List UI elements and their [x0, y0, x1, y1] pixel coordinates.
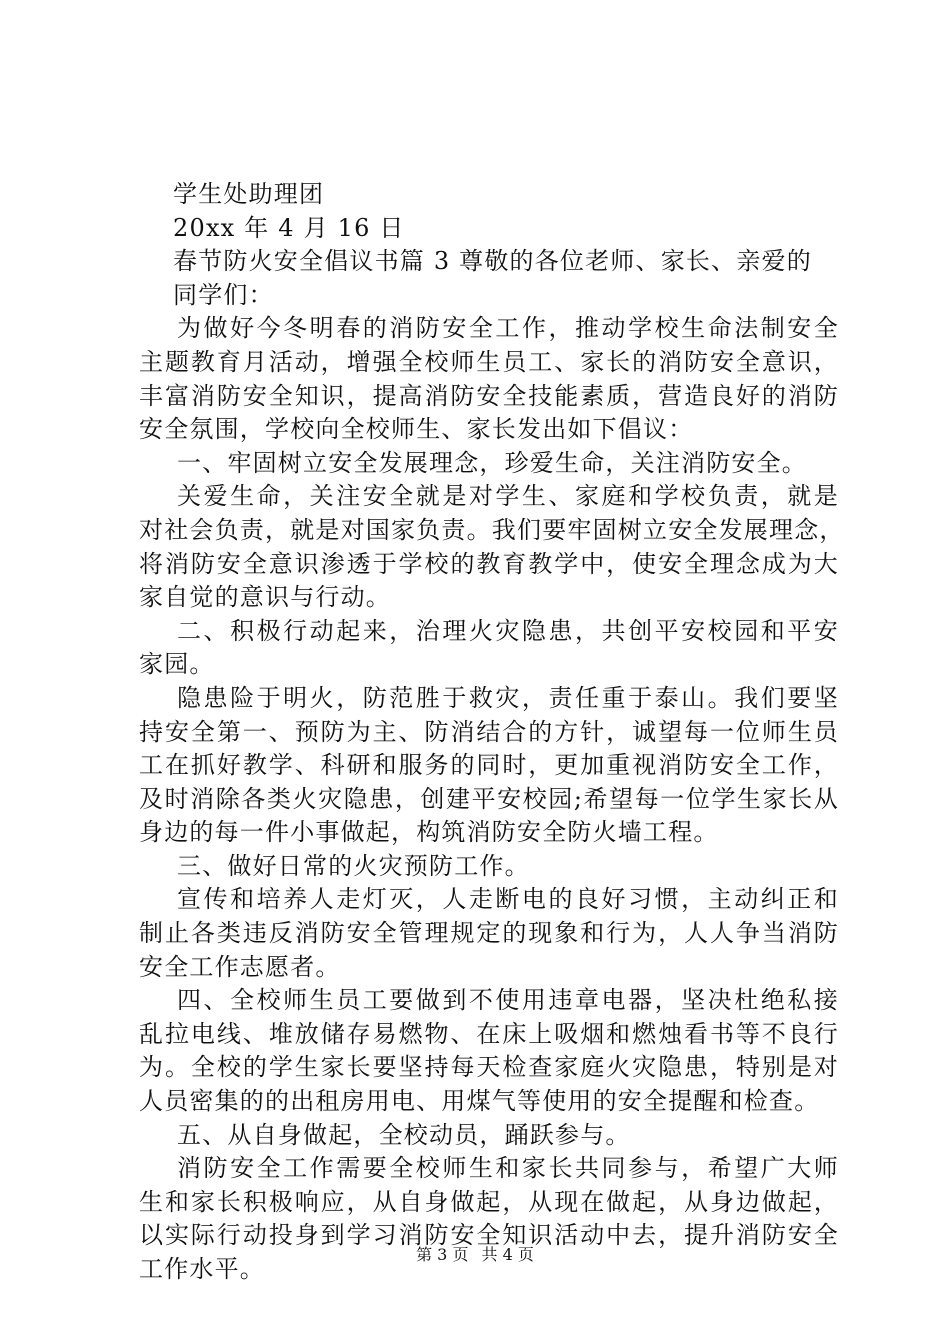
paragraph-line: 工作水平。 [139, 1255, 265, 1283]
paragraph-line: 身边的每一件小事做起，构筑消防安全防火墙工程。 [139, 818, 719, 847]
section-heading: 五、从自身做起，全校动员，踊跃参与。 [177, 1120, 631, 1149]
paragraph-line: 关爱生命，关注安全就是对学生、家庭和学校负责，就是 [177, 482, 839, 511]
section-heading: 家园。 [139, 650, 215, 679]
page-number: 第 3 页 [416, 1245, 469, 1264]
paragraph-line: 工在抓好教学、科研和服务的同时，更加重视消防安全工作， [139, 751, 839, 780]
paragraph-line: 及时消除各类火灾隐患，创建平安校园;希望每一位学生家长从 [139, 784, 839, 813]
salutation: 同学们： [173, 280, 274, 309]
paragraph-line: 消防安全工作需要全校师生和家长共同参与，希望广大师 [177, 1154, 839, 1183]
paragraph-line: 主题教育月活动，增强全校师生员工、家长的消防安全意识， [139, 347, 839, 376]
paragraph-line: 持安全第一、预防为主、防消结合的方针，诚望每一位师生员 [139, 717, 839, 746]
section-heading: 一、牢固树立安全发展理念，珍爱生命，关注消防安全。 [177, 448, 807, 477]
paragraph-line: 丰富消防安全知识，提高消防安全技能素质，营造良好的消防 [139, 381, 839, 410]
document-title: 春节防火安全倡议书篇 3 尊敬的各位老师、家长、亲爱的 [173, 247, 812, 276]
page-footer [0, 1245, 950, 1265]
paragraph-line: 家自觉的意识与行动。 [139, 583, 391, 612]
page-total: 共 4 页 [481, 1245, 534, 1264]
paragraph-line: 为做好今冬明春的消防安全工作，推动学校生命法制安全 [177, 314, 839, 343]
paragraph-line: 对社会负责，就是对国家负责。我们要牢固树立安全发展理念， [139, 515, 845, 544]
document-body [139, 178, 845, 1287]
paragraph-line: 生和家长积极响应，从自身做起，从现在做起，从身边做起， [139, 1187, 839, 1216]
paragraph-line: 乱拉电线、堆放储存易燃物、在床上吸烟和燃烛看书等不良行 [139, 1019, 839, 1048]
signature-org: 学生处助理团 [173, 180, 325, 208]
section-heading: 二、积极行动起来，治理火灾隐患，共创平安校园和平安 [177, 616, 839, 645]
paragraph-line: 安全工作志愿者。 [139, 952, 341, 981]
paragraph-line: 为。全校的学生家长要坚持每天检查家庭火灾隐患，特别是对 [139, 1053, 839, 1082]
signature-date: 20xx 年 4 月 16 日 [173, 213, 405, 242]
paragraph-line: 以实际行动投身到学习消防安全知识活动中去，提升消防安全 [139, 1221, 839, 1250]
paragraph-line: 隐患险于明火，防范胜于救灾，责任重于泰山。我们要坚 [177, 683, 839, 712]
paragraph-line: 安全氛围，学校向全校师生、家长发出如下倡议： [139, 415, 694, 444]
paragraph-line: 宣传和培养人走灯灭，人走断电的良好习惯，主动纠正和 [177, 885, 839, 914]
paragraph-line: 将消防安全意识渗透于学校的教育教学中，使安全理念成为大 [139, 549, 839, 578]
section-heading: 三、做好日常的火灾预防工作。 [177, 851, 530, 880]
paragraph-line: 人员密集的的出租房用电、用煤气等使用的安全提醒和检查。 [139, 1087, 820, 1116]
paragraph-line: 制止各类违反消防安全管理规定的现象和行为，人人争当消防 [139, 919, 839, 948]
section-heading: 四、全校师生员工要做到不使用违章电器，坚决杜绝私接 [177, 986, 839, 1015]
